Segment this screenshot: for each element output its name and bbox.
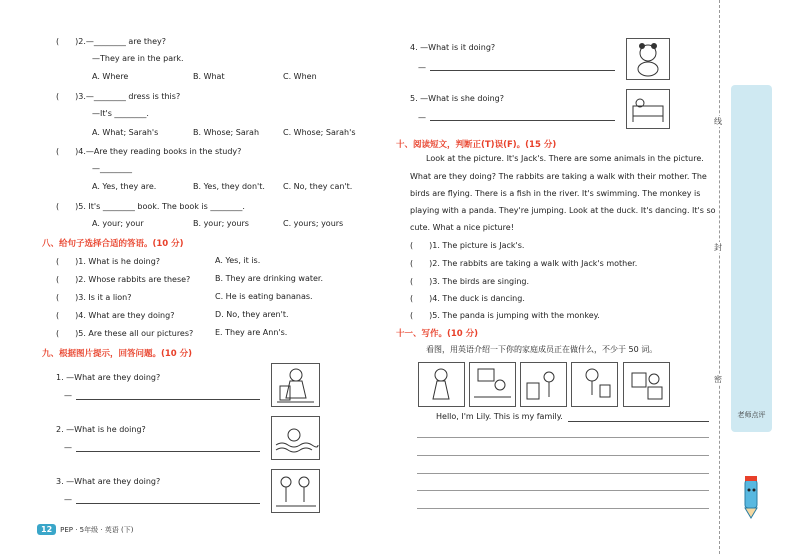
binding-char-3: 密	[714, 375, 722, 384]
passage-line-2: What are they doing? The rabbits are taking a walk with their mother. The	[410, 172, 707, 181]
girl-sleeping-picture	[626, 89, 670, 129]
page-footer	[37, 524, 134, 535]
family-picture-3	[520, 362, 567, 407]
girl-reading-picture	[271, 363, 320, 407]
pencil-mascot-icon	[737, 474, 765, 520]
mc-q4-line2: —________	[92, 164, 132, 173]
picture-q5: 5. —What is she doing?	[410, 94, 504, 103]
mc-q5-option-a: A. your; your	[92, 219, 144, 228]
match-q2: ( )2. Whose rabbits are these?	[56, 275, 191, 284]
passage-line-4: playing with a panda. They're jumping. Look at the duck. It's dancing. It's so	[410, 206, 716, 215]
family-picture-2	[469, 362, 516, 407]
writing-line-0[interactable]	[568, 421, 709, 422]
tf-item-3: ( )3. The birds are singing.	[410, 277, 530, 286]
picture-q2: 2. —What is he doing?	[56, 425, 146, 434]
picture-q4: 4. —What is it doing?	[410, 43, 496, 52]
mc-q5-stem: ( )5. It's ________ book. The book is ________.	[56, 202, 245, 211]
section-8-title: 八、给句子选择合适的答语。(10 分)	[42, 239, 184, 249]
mc-q5-option-b: B. your; yours	[193, 219, 249, 228]
tf-item-2: ( )2. The rabbits are taking a walk with Jack's mother.	[410, 259, 638, 268]
mc-q3-line2: —It's ________.	[92, 109, 149, 118]
passage-line-3: birds are flying. There is a fish in the river. It's swimming. The monkey is	[410, 189, 701, 198]
match-answer-d: D. No, they aren't.	[215, 310, 289, 319]
children-playing-picture	[271, 469, 320, 513]
teacher-comment-panel	[731, 85, 772, 432]
page-number: 12	[37, 524, 56, 535]
picture-q3-dash: —	[64, 495, 72, 504]
passage-line-1: Look at the picture. It's Jack's. There are some animals in the picture.	[426, 154, 704, 163]
family-picture-5	[623, 362, 670, 407]
writing-start: Hello, I'm Lily. This is my family.	[436, 412, 563, 421]
mc-q2-option-b: B. What	[193, 72, 225, 81]
panda-eating-picture	[626, 38, 670, 80]
tf-item-1: ( )1. The picture is Jack's.	[410, 241, 525, 250]
tf-item-4: ( )4. The duck is dancing.	[410, 294, 525, 303]
mc-q3-option-c: C. Whose; Sarah's	[283, 128, 356, 137]
writing-line-2[interactable]	[417, 455, 709, 456]
picture-q1: 1. —What are they doing?	[56, 373, 161, 382]
mc-q3-option-b: B. Whose; Sarah	[193, 128, 260, 137]
mc-q4-option-b: B. Yes, they don't.	[193, 182, 265, 191]
mc-q2-line2: —They are in the park.	[92, 54, 184, 63]
match-q3: ( )3. Is it a lion?	[56, 293, 132, 302]
picture-q5-dash: —	[418, 113, 426, 122]
mc-q5-option-c: C. yours; yours	[283, 219, 344, 228]
footer-text: PEP · 5年级 · 英语 (下)	[60, 526, 134, 534]
mc-q4-option-a: A. Yes, they are.	[92, 182, 157, 191]
passage-line-5: cute. What a nice picture!	[410, 223, 514, 232]
writing-line-3[interactable]	[417, 473, 709, 474]
answer-line-q5[interactable]	[430, 120, 615, 121]
mc-q4-stem: ( )4.—Are they reading books in the study?	[56, 147, 242, 156]
answer-line-q2[interactable]	[76, 451, 260, 452]
picture-q3: 3. —What are they doing?	[56, 477, 161, 486]
binding-char-1: 线	[714, 117, 722, 126]
match-q1: ( )1. What is he doing?	[56, 257, 161, 266]
binding-char-2: 封	[714, 243, 722, 252]
writing-prompt: 看图，用英语介绍一下你的家庭成员正在做什么，不少于 50 词。	[426, 345, 658, 354]
tf-item-5: ( )5. The panda is jumping with the monkey.	[410, 311, 600, 320]
teacher-comment-label: 老师点评	[737, 411, 766, 419]
mc-q2-option-c: C. When	[283, 72, 317, 81]
writing-line-5[interactable]	[417, 508, 709, 509]
match-q5: ( )5. Are these all our pictures?	[56, 329, 194, 338]
answer-line-q4[interactable]	[430, 70, 615, 71]
picture-q2-dash: —	[64, 443, 72, 452]
mc-q3-stem: ( )3.—________ dress is this?	[56, 92, 181, 101]
boy-swimming-picture	[271, 416, 320, 460]
section-10-title: 十、阅读短文，判断正(T)误(F)。(15 分)	[396, 140, 557, 150]
section-9-title: 九、根据图片提示，回答问题。(10 分)	[42, 349, 193, 359]
mc-q2-stem: ( )2.—________ are they?	[56, 37, 167, 46]
writing-line-1[interactable]	[417, 437, 709, 438]
match-answer-c: C. He is eating bananas.	[215, 292, 313, 301]
section-11-title: 十一、写作。(10 分)	[396, 329, 479, 339]
mc-q4-option-c: C. No, they can't.	[283, 182, 353, 191]
answer-line-q3[interactable]	[76, 503, 260, 504]
mc-q2-option-a: A. Where	[92, 72, 129, 81]
binding-line	[719, 0, 720, 554]
match-answer-a: A. Yes, it is.	[215, 256, 261, 265]
match-answer-e: E. They are Ann's.	[215, 328, 288, 337]
mc-q3-option-a: A. What; Sarah's	[92, 128, 159, 137]
answer-line-q1[interactable]	[76, 399, 260, 400]
picture-q1-dash: —	[64, 391, 72, 400]
writing-line-4[interactable]	[417, 490, 709, 491]
family-picture-1	[418, 362, 465, 407]
picture-q4-dash: —	[418, 63, 426, 72]
family-picture-4	[571, 362, 618, 407]
match-q4: ( )4. What are they doing?	[56, 311, 175, 320]
match-answer-b: B. They are drinking water.	[215, 274, 324, 283]
